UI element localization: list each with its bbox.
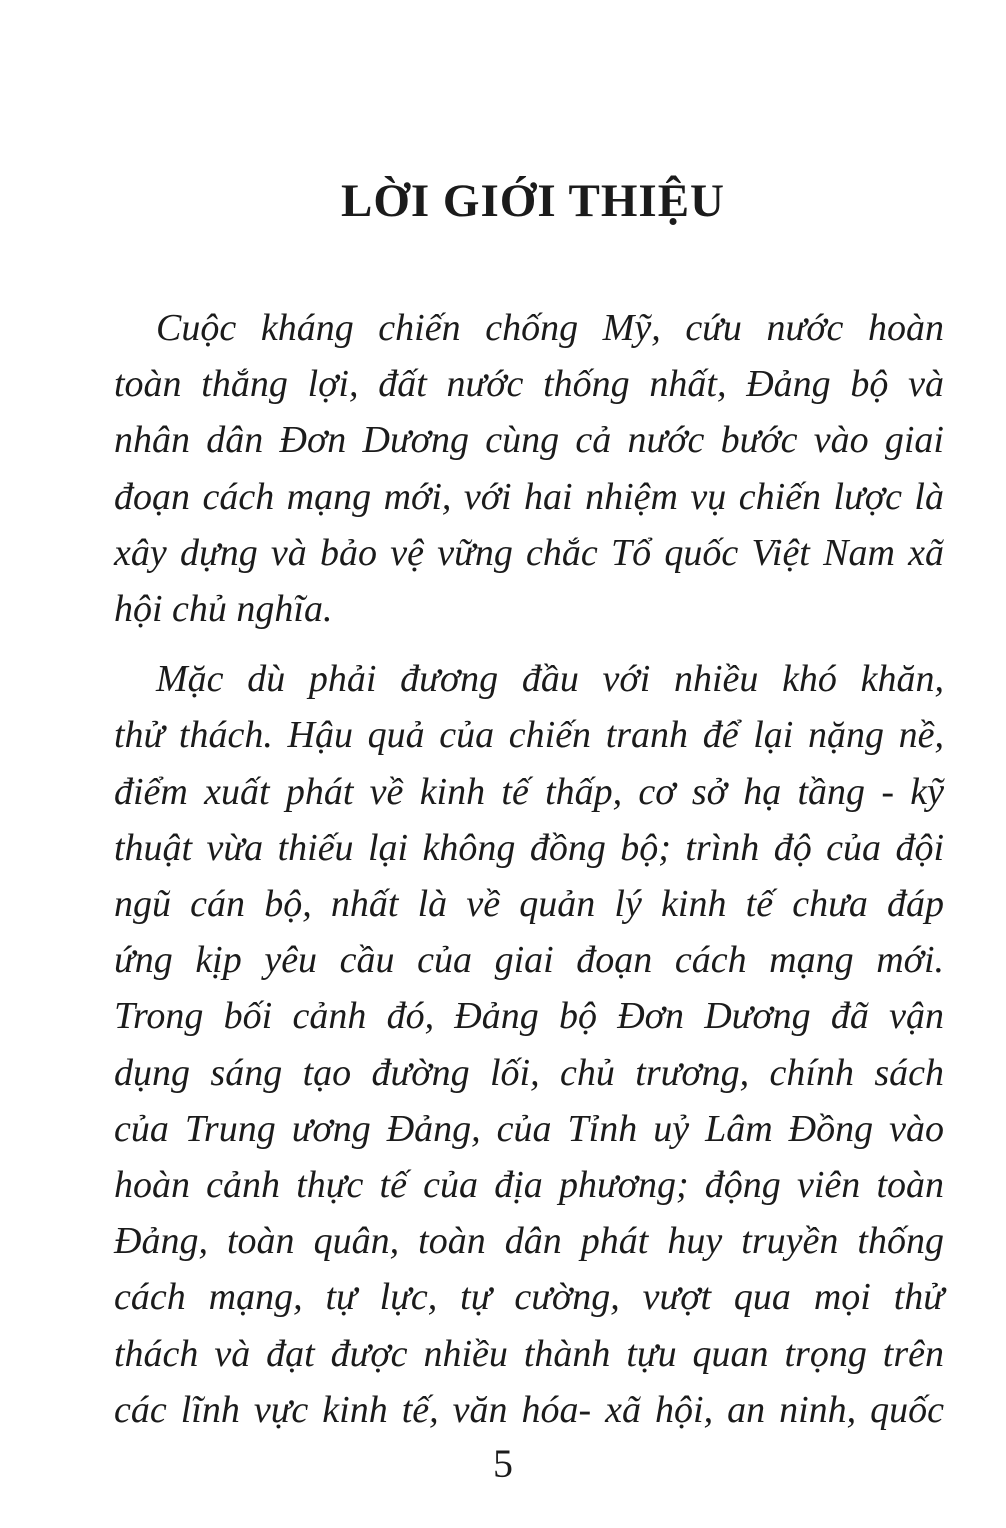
text-line: đoạn cách mạng mới, với hai nhiệm vụ chiến lược là	[114, 475, 944, 518]
text-line: thách và đạt được nhiều thành tựu quan trọng trên	[114, 1332, 944, 1375]
text-line: Trong bối cảnh đó, Đảng bộ Đơn Dương đã vận	[114, 995, 944, 1038]
page-title: LỜI GIỚI THIỆU	[340, 175, 726, 227]
text-line: thuật vừa thiếu lại không đồng bộ; trình độ của đội	[114, 826, 944, 869]
paragraph-2	[114, 651, 944, 1438]
text-line: cách mạng, tự lực, tự cường, vượt qua mọi thử	[114, 1276, 944, 1319]
page-number: 5	[493, 1441, 513, 1486]
text-line: điểm xuất phát về kinh tế thấp, cơ sở hạ tầng - kỹ	[114, 770, 944, 813]
text-line: thử thách. Hậu quả của chiến tranh để lại nặng nề,	[114, 714, 944, 757]
text-line: xây dựng và bảo vệ vững chắc Tổ quốc Việt Nam xã	[114, 531, 944, 574]
text-line: nhân dân Đơn Dương cùng cả nước bước vào giai	[114, 419, 944, 462]
text-line: Đảng, toàn quân, toàn dân phát huy truyền thống	[114, 1220, 944, 1263]
text-line: của Trung ương Đảng, của Tỉnh uỷ Lâm Đồng vào	[114, 1107, 944, 1150]
text-line: hội chủ nghĩa.	[114, 588, 333, 631]
text-line: hoàn cảnh thực tế của địa phương; động viên toàn	[114, 1164, 944, 1207]
text-line: toàn thắng lợi, đất nước thống nhất, Đảng bộ và	[114, 363, 944, 406]
body-text	[114, 300, 944, 1438]
text-line: Cuộc kháng chiến chống Mỹ, cứu nước hoàn	[156, 307, 944, 349]
text-line: Mặc dù phải đương đầu với nhiều khó khăn,	[156, 658, 944, 701]
paragraph-1	[114, 300, 944, 637]
text-line: ứng kịp yêu cầu của giai đoạn cách mạng mới.	[114, 939, 944, 982]
text-line: dụng sáng tạo đường lối, chủ trương, chính sách	[114, 1051, 944, 1094]
text-line: ngũ cán bộ, nhất là về quản lý kinh tế chưa đáp	[114, 883, 944, 926]
text-line: các lĩnh vực kinh tế, văn hóa- xã hội, an ninh, quốc	[114, 1388, 944, 1431]
